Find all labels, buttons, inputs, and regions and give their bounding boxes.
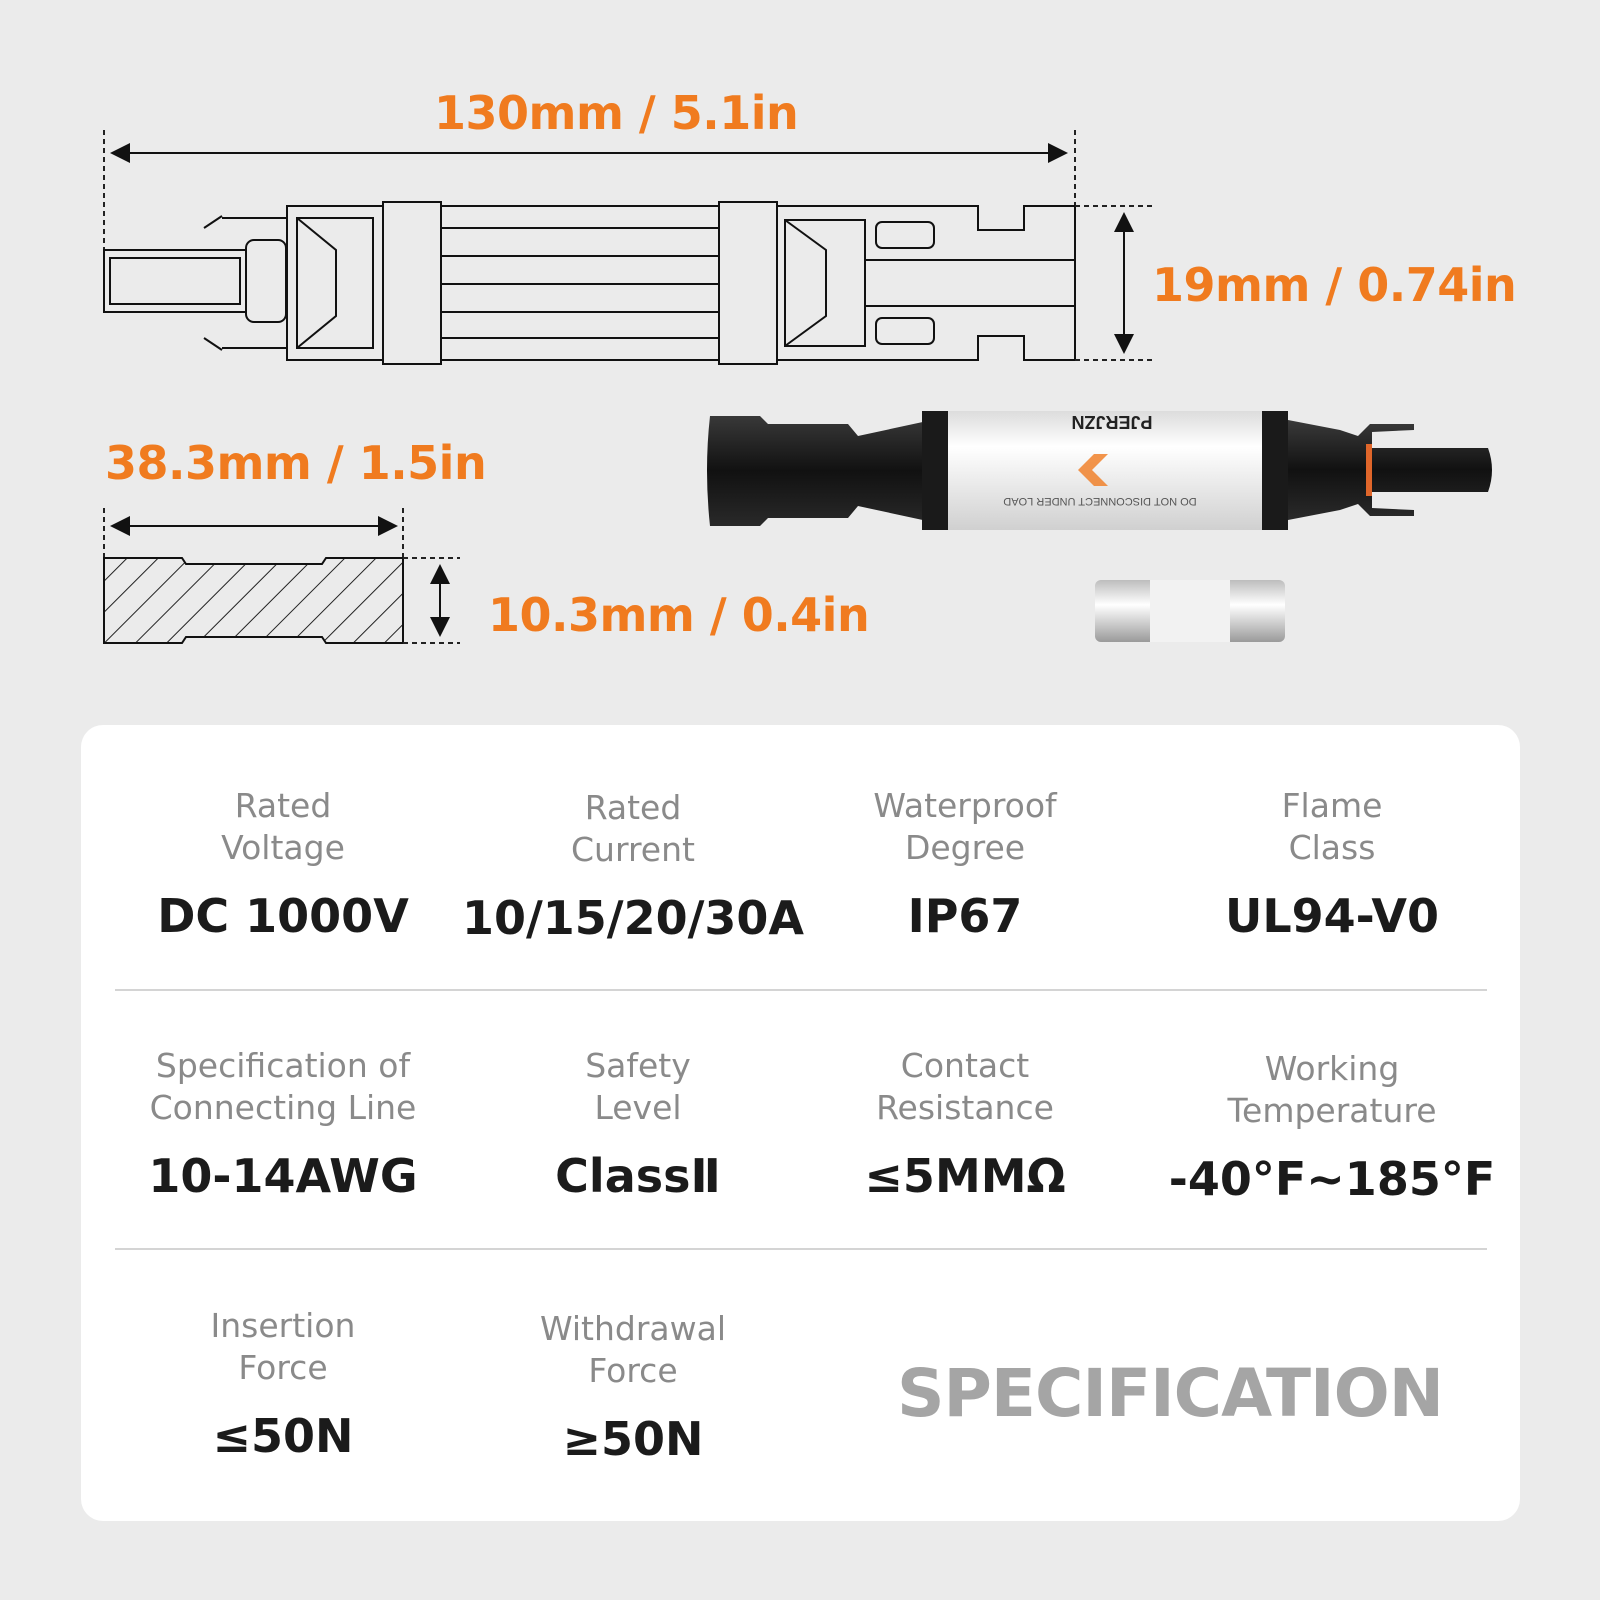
spec-working-temperature [1162, 1048, 1502, 1206]
spec-value: UL94-V0 [1224, 889, 1440, 943]
spec-value: -40°F~185°F [1168, 1152, 1496, 1206]
length-dimension-label: 130mm / 5.1in [434, 86, 799, 140]
spec-value: ≤50N [212, 1409, 354, 1463]
spec-label: Waterproof Degree [873, 786, 1057, 867]
spec-label: Safety Level [585, 1046, 691, 1127]
spec-label: Rated Current [571, 788, 695, 869]
spec-contact-resistance [805, 1045, 1125, 1203]
spec-value: 10-14AWG [148, 1149, 418, 1203]
spec-withdrawal-force [473, 1308, 793, 1466]
spec-label: Insertion Force [210, 1306, 356, 1387]
height-dimension-label: 19mm / 0.74in [1152, 258, 1517, 312]
spec-value: ≥50N [562, 1412, 704, 1466]
spec-label: Contact Resistance [876, 1046, 1054, 1127]
spec-waterproof-degree [805, 785, 1125, 943]
length-dimension-line [104, 130, 1075, 270]
spec-label: Withdrawal Force [539, 1309, 727, 1390]
height-dimension-line [1075, 206, 1155, 360]
fuse-length-dimension-line [104, 508, 403, 560]
fuse-length-dimension-label: 38.3mm / 1.5in [105, 436, 487, 490]
spec-insertion-force [123, 1305, 443, 1463]
spec-label: Rated Voltage [221, 786, 345, 867]
row-divider [115, 1248, 1487, 1250]
spec-label: Specification of Connecting Line [149, 1046, 417, 1127]
product-brand-text: PJERJZN [1071, 412, 1153, 432]
spec-rated-current [460, 787, 806, 945]
spec-value: ≤5MΜΩ [864, 1149, 1066, 1203]
spec-label: Flame Class [1281, 786, 1383, 867]
fuse-height-dimension-label: 10.3mm / 0.4in [488, 588, 870, 642]
spec-flame-class [1172, 785, 1492, 943]
fuse-cross-section [104, 558, 403, 643]
product-warning-text: DO NOT DISCONNECT UNDER LOAD [1003, 495, 1197, 507]
spec-label: Working Temperature [1227, 1049, 1437, 1130]
spec-value: DC 1000V [157, 889, 409, 943]
connector-outline-drawing [104, 202, 1075, 364]
fuse-height-dimension-line [403, 558, 460, 643]
row-divider [115, 989, 1487, 991]
section-title: SPECIFICATION [897, 1355, 1443, 1432]
spec-value: IP67 [907, 889, 1023, 943]
spec-rated-voltage [123, 785, 443, 943]
spec-connecting-line [113, 1045, 453, 1203]
spec-value: ClassⅡ [555, 1149, 721, 1203]
spec-value: 10/15/20/30A [461, 891, 805, 945]
spec-safety-level [473, 1045, 803, 1203]
